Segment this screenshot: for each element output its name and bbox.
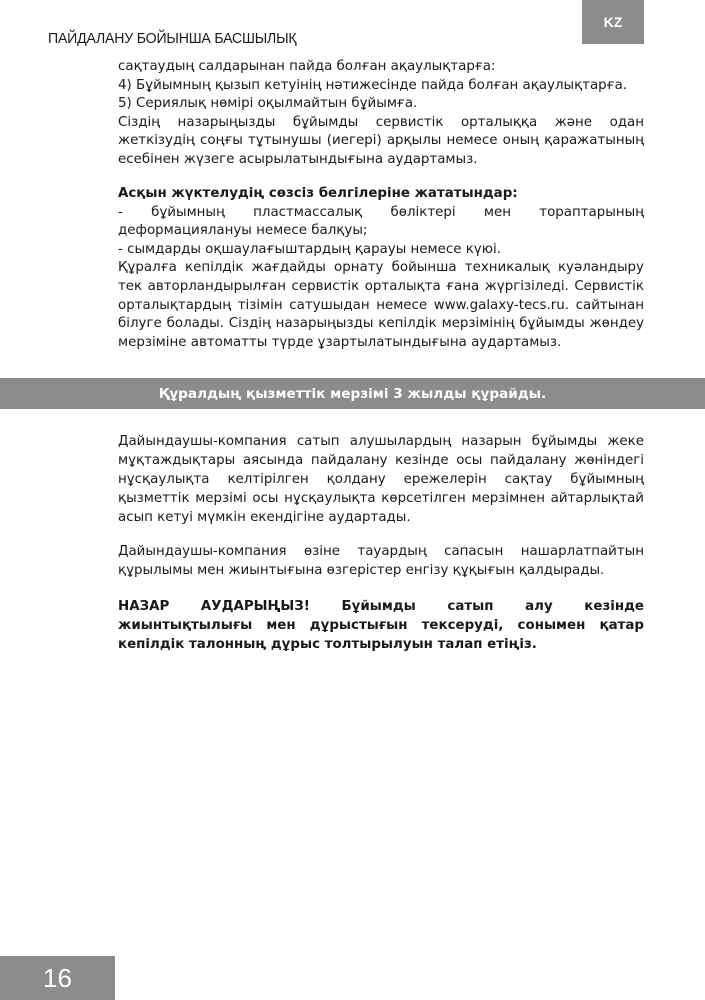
changes-reserved-paragraph [118, 543, 644, 581]
overload-item-deformation: - бұйымның пластмассалық бөліктері мен тораптарының деформациялануы немесе балқуы; [118, 204, 644, 239]
language-tab: KZ [582, 0, 644, 44]
overload-item-wires: - сымдарды оқшаулағыштардың қарауы немесе күюі. [118, 241, 501, 257]
page-number: 16 [0, 956, 115, 1000]
service-life-banner: Құралдың қызметтік мерзімі 3 жылды құрайды. [0, 378, 705, 409]
warranty-exclusions-block [118, 58, 644, 170]
attention-warning-text: НАЗАР АУДАРЫҢЫЗ! Бұйымды сатып алу кезінде жиынтықтылығы мен дұрыстығын тексеруді, сонымен қатар кепілдік талонның дұрыс толтырылуын талап етіңіз. [118, 599, 644, 652]
exclusion-line-4: 4) Бұйымның қызып кетуінің нәтижесінде пайда болған ақаулықтарға. [118, 77, 628, 93]
delivery-paragraph: Сіздің назарыңызды бұйымды сервистік орталыққа және одан жеткізудің соңғы тұтынушы (иегері) арқылы немесе оның қаражатының есебінен жүзеге асырылатындығына аудартамыз. [118, 114, 644, 167]
changes-reserved-text: Дайындаушы-компания өзіне тауардың сапасын нашарлатпайтын құрылымы мен жиынтығына өзгерістер енгізу құқығын қалдырады. [118, 544, 644, 578]
exclusion-line-5: 5) Сериялық нөмірі оқылмайтын бұйымға. [118, 96, 418, 112]
service-center-paragraph: Құралға кепілдік жағдайды орнату бойынша техникалық куәландыру тек авторландырылған сервистік орталықта ғана жүргізіледі. Сервистік орталықтардың тізімін сатушыдан немесе www.galaxy-tecs.ru. сайтынан білуге болады. Сіздің назарыңызды кепілдік мерзімінің бұйымды жөндеу мерзіміне автоматты түрде ұзартылатындығына аудартамыз. [118, 260, 644, 350]
page-header-title: ПАЙДАЛАНУ БОЙЫНША БАСШЫЛЫҚ [48, 30, 297, 47]
attention-warning [118, 598, 644, 655]
overload-signs-block [118, 185, 644, 352]
exclusion-line-1: сақтаудың салдарынан пайда болған ақаулықтарға: [118, 59, 496, 74]
overload-heading: Асқын жүктелудің сөзсіз белгілеріне жататындар: [118, 186, 518, 201]
manufacturer-notice-text: Дайындаушы-компания сатып алушылардың назарын бұйымды жеке мұқтаждықтары аясында пайдалану кезінде осы пайдалану жөніндегі нұсқаулықта келтірілген қолдану ережелерін сақтау бұйымның қызметтік мерзімі осы нұсқаулықта көрсетілген мерзімнен айтарлықтай асып кетуі мүмкін екендігіне аудартады. [118, 434, 644, 525]
manufacturer-notice-paragraph [118, 433, 644, 528]
